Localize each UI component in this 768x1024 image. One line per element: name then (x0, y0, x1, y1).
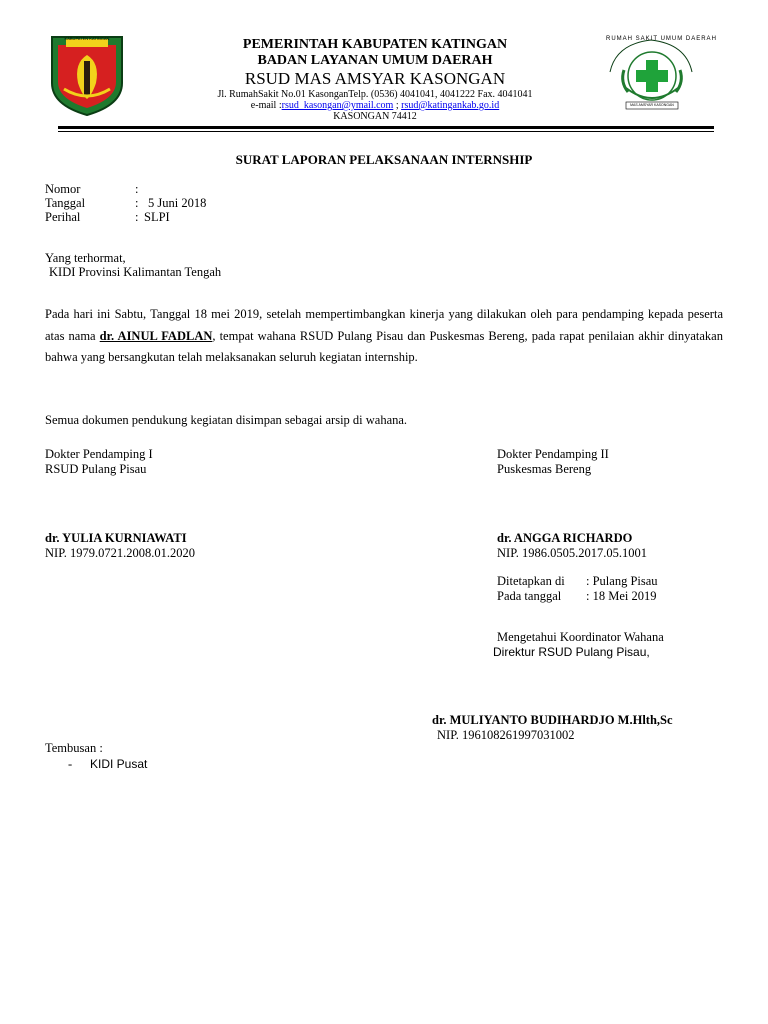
email-label: e-mail : (250, 100, 282, 111)
body-paragraph-1 (45, 304, 723, 369)
signer-2-nip: NIP. 1986.0505.2017.05.1001 (497, 546, 648, 560)
approver-line-2: Direktur RSUD Pulang Pisau, (493, 645, 650, 659)
header-city: KASONGAN 74412 (333, 111, 417, 122)
letter-title: SURAT LAPORAN PELAKSANAAN INTERNSHIP (235, 152, 533, 167)
header-address: Jl. RumahSakit No.01 KasonganTelp. (0536) 4041041, 4041222 Fax. 4041041 (217, 89, 533, 100)
issued-date-value: : 18 Mei 2019 (586, 589, 657, 603)
signer-1-nip: NIP. 1979.0721.2008.01.2020 (45, 546, 196, 560)
rsud-logo-text: RUMAH SAKIT UMUM DAERAH (606, 36, 717, 42)
katingan-logo (48, 33, 126, 117)
katingan-logo-text: KABUPATEN KATINGAN (64, 36, 110, 41)
email-link-ymail[interactable]: rsud_kasongan@ymail.com (281, 100, 394, 111)
nomor-label: Nomor (45, 182, 81, 196)
perihal-value: SLPI (144, 210, 170, 224)
cc-label: Tembusan : (45, 741, 103, 755)
rsud-logo-caption: MAS AMSYAR KASONGAN (630, 103, 674, 107)
signer-1-place: RSUD Pulang Pisau (45, 462, 147, 476)
cc-bullet: - (68, 757, 73, 771)
tanggal-label: Tanggal (45, 196, 86, 210)
perihal-colon: : (135, 210, 139, 224)
cc-item: KIDI Pusat (90, 757, 148, 771)
approver-name: dr. MULIYANTO BUDIHARDJO M.Hlth,Sc (432, 713, 673, 727)
issued-place-label: Ditetapkan di (497, 574, 565, 588)
perihal-label: Perihal (45, 210, 81, 224)
signer-2-role: Dokter Pendamping II (497, 447, 609, 461)
header-agency: BADAN LAYANAN UMUM DAERAH (257, 53, 493, 68)
header-hospital: RSUD MAS AMSYAR KASONGAN (244, 69, 506, 88)
participant-name: dr. AINUL FADLAN (99, 328, 213, 343)
email-separator: ; (393, 100, 402, 111)
paragraph-1-after: , tempat wahana RSUD Pulang Pisau dan Puskesmas Bereng, pada rapat penilaian akhir dinyatakan bahwa yang bersangkutan telah melaksanakan seluruh kegiatan internship. (45, 328, 723, 364)
recipient-greeting: Yang terhormat, (45, 251, 126, 265)
header-email-line (150, 100, 600, 111)
signer-2-place: Puskesmas Bereng (497, 462, 592, 476)
nomor-colon: : (135, 182, 139, 196)
recipient-name: KIDI Provinsi Kalimantan Tengah (49, 265, 222, 279)
signer-2-name: dr. ANGGA RICHARDO (497, 531, 633, 545)
signer-1-role: Dokter Pendamping I (45, 447, 153, 461)
signer-1-name: dr. YULIA KURNIAWATI (45, 531, 187, 545)
header-rule-thin (58, 131, 714, 132)
issued-date-label: Pada tanggal (497, 589, 562, 603)
approver-nip: NIP. 196108261997031002 (437, 728, 575, 742)
tanggal-value: 5 Juni 2018 (148, 196, 207, 210)
email-link-katingankab[interactable]: rsud@katingankab.go.id (401, 100, 500, 111)
approver-line-1: Mengetahui Koordinator Wahana (497, 630, 664, 644)
body-paragraph-2: Semua dokumen pendukung kegiatan disimpan sebagai arsip di wahana. (45, 413, 408, 427)
header-rule-thick (58, 126, 714, 129)
issued-place-value: : Pulang Pisau (586, 574, 658, 588)
paragraph-1-before: Pada hari ini Sabtu, Tanggal 18 mei 2019, setelah mempertimbangkan kinerja yang dilakukan oleh para pendamping kepada peserta atas nama (45, 307, 723, 343)
header-government: PEMERINTAH KABUPATEN KATINGAN (242, 37, 508, 52)
tanggal-colon: : (135, 196, 139, 210)
